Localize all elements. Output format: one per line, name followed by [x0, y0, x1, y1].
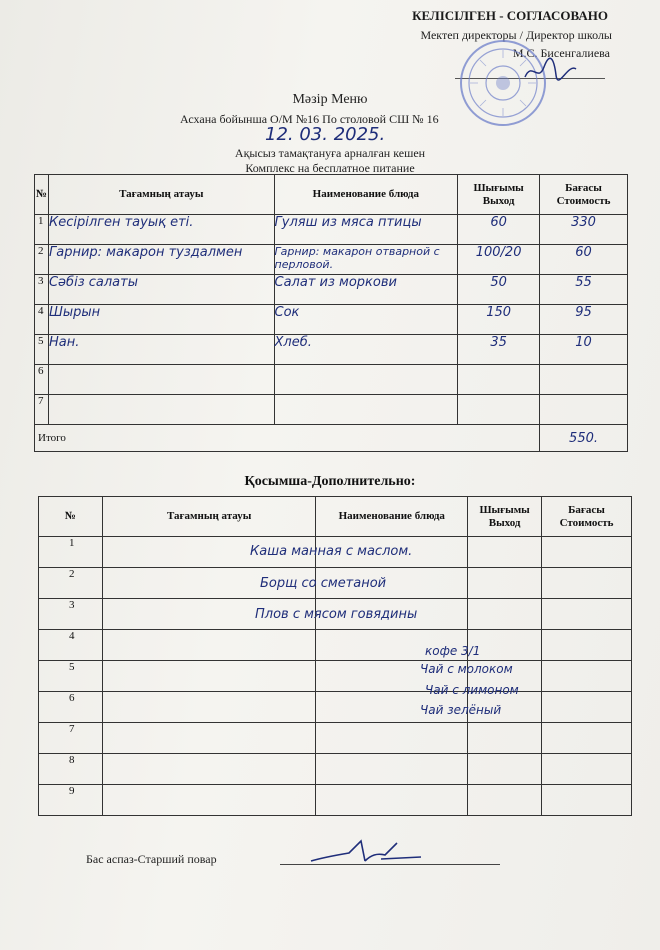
row-number: 6: [35, 365, 49, 395]
dish-name-kz: Сәбіз салаты: [48, 275, 274, 305]
chef-signature-icon: [305, 835, 425, 867]
row-number: 4: [39, 630, 103, 661]
table-row: [35, 365, 628, 395]
dish-name-ru: Хлеб.: [274, 335, 458, 365]
handwritten-note: Чай с молоком: [420, 662, 513, 676]
subtitle-ru: Комплекс на бесплатное питание: [245, 161, 415, 175]
table-row: [35, 245, 628, 275]
handwritten-note: Плов с мясом говядины: [255, 607, 418, 622]
row-number: 7: [35, 395, 49, 425]
dish-output: 35: [458, 335, 540, 365]
table-row: [39, 785, 632, 816]
dish-name-ru: Салат из моркови: [274, 275, 458, 305]
total-label: Итого: [35, 425, 540, 452]
main-menu-table: [34, 174, 628, 452]
dish-output: 150: [458, 305, 540, 335]
dish-price: 95: [540, 305, 628, 335]
table-row: [39, 630, 632, 661]
dish-output: 60: [458, 215, 540, 245]
approval-name: М.С. Бисенгалиева: [512, 46, 610, 60]
handwritten-note: кофе 3/1: [425, 644, 481, 658]
row-number: 2: [39, 568, 103, 599]
handwritten-note: Каша манная с маслом.: [250, 544, 413, 559]
row-number: 8: [39, 754, 103, 785]
dish-output: 100/20: [458, 245, 540, 275]
row-number: 2: [35, 245, 49, 275]
table-row: [35, 335, 628, 365]
additional-title: Қосымша-Дополнительно:: [244, 474, 416, 489]
header-number: №: [35, 175, 49, 215]
dish-output: [458, 395, 540, 425]
header-output: Шығымы Выход: [468, 497, 542, 537]
menu-title: Мәзір Меню: [292, 92, 368, 107]
dish-price: [540, 365, 628, 395]
table-row: [39, 692, 632, 723]
table-row: [35, 275, 628, 305]
row-number: 1: [39, 537, 103, 568]
row-number: 9: [39, 785, 103, 816]
header-ru-name: Наименование блюда: [274, 175, 458, 215]
header-output: Шығымы Выход: [458, 175, 540, 215]
canteen-line: Асхана бойынша О/М №16 По столовой СШ № 16: [180, 112, 439, 126]
dish-output: 50: [458, 275, 540, 305]
director-signature-icon: [520, 55, 580, 85]
dish-name-ru: Гарнир: макарон отварной с перловой.: [274, 245, 458, 275]
dish-output: [458, 365, 540, 395]
dish-name-kz: [48, 395, 274, 425]
handwritten-note: Борщ со сметаной: [260, 576, 387, 591]
row-number: 5: [35, 335, 49, 365]
header-kz-name: Тағамның атауы: [102, 497, 316, 537]
header-price: Бағасы Стоимость: [542, 497, 632, 537]
subtitle-kz: Ақысыз тамақтануға арналған кешен: [234, 146, 426, 160]
dish-name-ru: [274, 365, 458, 395]
row-number: 5: [39, 661, 103, 692]
dish-name-kz: Шырын: [48, 305, 274, 335]
table-row: [35, 395, 628, 425]
row-number: 6: [39, 692, 103, 723]
dish-name-kz: Нан.: [48, 335, 274, 365]
dish-name-kz: [48, 365, 274, 395]
row-number: 4: [35, 305, 49, 335]
dish-price: [540, 395, 628, 425]
table-row: [35, 215, 628, 245]
total-value: 550.: [540, 425, 628, 452]
table-row: [39, 723, 632, 754]
handwritten-note: Чай зелёный: [420, 703, 502, 717]
dish-price: 55: [540, 275, 628, 305]
approval-title: КЕЛІСІЛГЕН - СОГЛАСОВАНО: [412, 8, 608, 23]
header-price: Бағасы Стоимость: [540, 175, 628, 215]
row-number: 3: [39, 599, 103, 630]
dish-name-kz: Кесірілген тауық еті.: [48, 215, 274, 245]
dish-name-ru: Гуляш из мяса птицы: [274, 215, 458, 245]
total-row: [35, 425, 628, 452]
row-number: 7: [39, 723, 103, 754]
dish-name-ru: Сок: [274, 305, 458, 335]
dish-price: 330: [540, 215, 628, 245]
dish-name-kz: Гарнир: макарон туздалмен: [48, 245, 274, 275]
menu-date: 12. 03. 2025.: [265, 124, 386, 145]
dish-name-ru: [274, 395, 458, 425]
header-ru-name: Наименование блюда: [316, 497, 468, 537]
dish-price: 60: [540, 245, 628, 275]
table-row: [39, 754, 632, 785]
header-kz-name: Тағамның атауы: [48, 175, 274, 215]
row-number: 1: [35, 215, 49, 245]
table-row: [35, 305, 628, 335]
table-row: [39, 661, 632, 692]
header-number: №: [39, 497, 103, 537]
approval-director: Мектеп директоры / Директор школы: [420, 28, 612, 42]
row-number: 3: [35, 275, 49, 305]
handwritten-note: Чай с лимоном: [425, 683, 519, 697]
table-header-row: [35, 175, 628, 215]
chef-label: Бас аспаз-Старший повар: [86, 852, 217, 866]
table-header-row: [39, 497, 632, 537]
dish-price: 10: [540, 335, 628, 365]
